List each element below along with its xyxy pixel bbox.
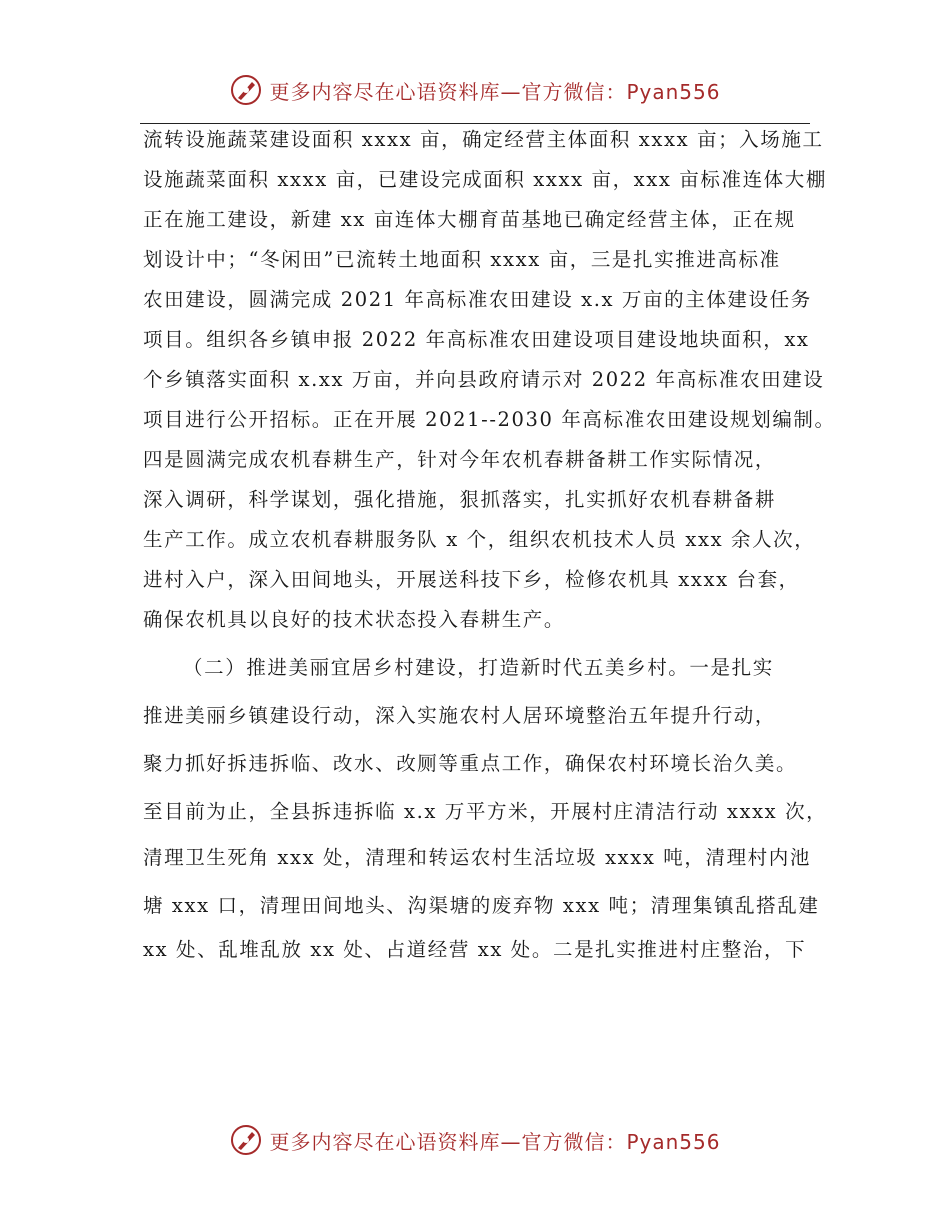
- text-line: 聚力抓好拆违拆临、改水、改厕等重点工作，确保农村环境长治久美。: [143, 752, 798, 775]
- text-line: 生产工作。成立农机春耕服务队 x 个，组织农机技术人员 xxx 余人次，: [143, 528, 816, 551]
- text-line: 流转设施蔬菜建设面积 xxxx 亩，确定经营主体面积 xxxx 亩；入场施工: [143, 128, 824, 151]
- text-line: 塘 xxx 口，清理田间地头、沟渠塘的废弃物 xxx 吨；清理集镇乱搭乱建: [143, 894, 820, 917]
- text-line: 至目前为止，全县拆违拆临 x.x 万平方米，开展村庄清洁行动 xxxx 次，: [143, 800, 828, 823]
- text-line: 清理卫生死角 xxx 处，清理和转运农村生活垃圾 xxxx 吨，清理村内池: [143, 846, 811, 869]
- text-line: 划设计中；“冬闲田”已流转土地面积 xxxx 亩，三是扎实推进高标准: [143, 248, 781, 271]
- header-banner: [0, 70, 950, 110]
- text-line: 确保农机具以良好的技术状态投入春耕生产。: [143, 608, 566, 631]
- header-banner-text: 更多内容尽在心语资料库—官方微信：Pyan556: [269, 79, 721, 104]
- text-line: 正在施工建设，新建 xx 亩连体大棚育苗基地已确定经营主体，正在规: [143, 208, 796, 231]
- paragraph-heading-line: （二）推进美丽宜居乡村建设，打造新时代五美乡村。一是扎实: [183, 656, 774, 679]
- text-line: 设施蔬菜面积 xxxx 亩，已建设完成面积 xxxx 亩，xxx 亩标准连体大棚: [143, 168, 827, 191]
- text-line: 项目。组织各乡镇申报 2022 年高标准农田建设项目建设地块面积，xx: [143, 328, 810, 351]
- text-line: 推进美丽乡镇建设行动，深入实施农村人居环境整治五年提升行动，: [143, 704, 777, 727]
- footer-banner-text: 更多内容尽在心语资料库—官方微信：Pyan556: [269, 1129, 721, 1154]
- text-line: 农田建设，圆满完成 2021 年高标准农田建设 x.x 万亩的主体建设任务: [143, 288, 812, 311]
- text-line: 项目进行公开招标。正在开展 2021--2030 年高标准农田建设规划编制。: [143, 408, 836, 431]
- pen-logo-icon: [229, 73, 263, 107]
- pen-logo-icon: [229, 1123, 263, 1157]
- text-line: 四是圆满完成农机春耕生产，针对今年农机春耕备耕工作实际情况，: [143, 448, 777, 471]
- footer-banner: [0, 1120, 950, 1160]
- text-line: 个乡镇落实面积 x.xx 万亩，并向县政府请示对 2022 年高标准农田建设: [143, 368, 825, 391]
- text-line: 进村入户，深入田间地头，开展送科技下乡，检修农机具 xxxx 台套，: [143, 568, 800, 591]
- text-line: 深入调研，科学谋划，强化措施，狠抓落实，扎实抓好农机春耕备耕: [143, 488, 777, 511]
- text-line: xx 处、乱堆乱放 xx 处、占道经营 xx 处。二是扎实推进村庄整治，下: [143, 938, 807, 961]
